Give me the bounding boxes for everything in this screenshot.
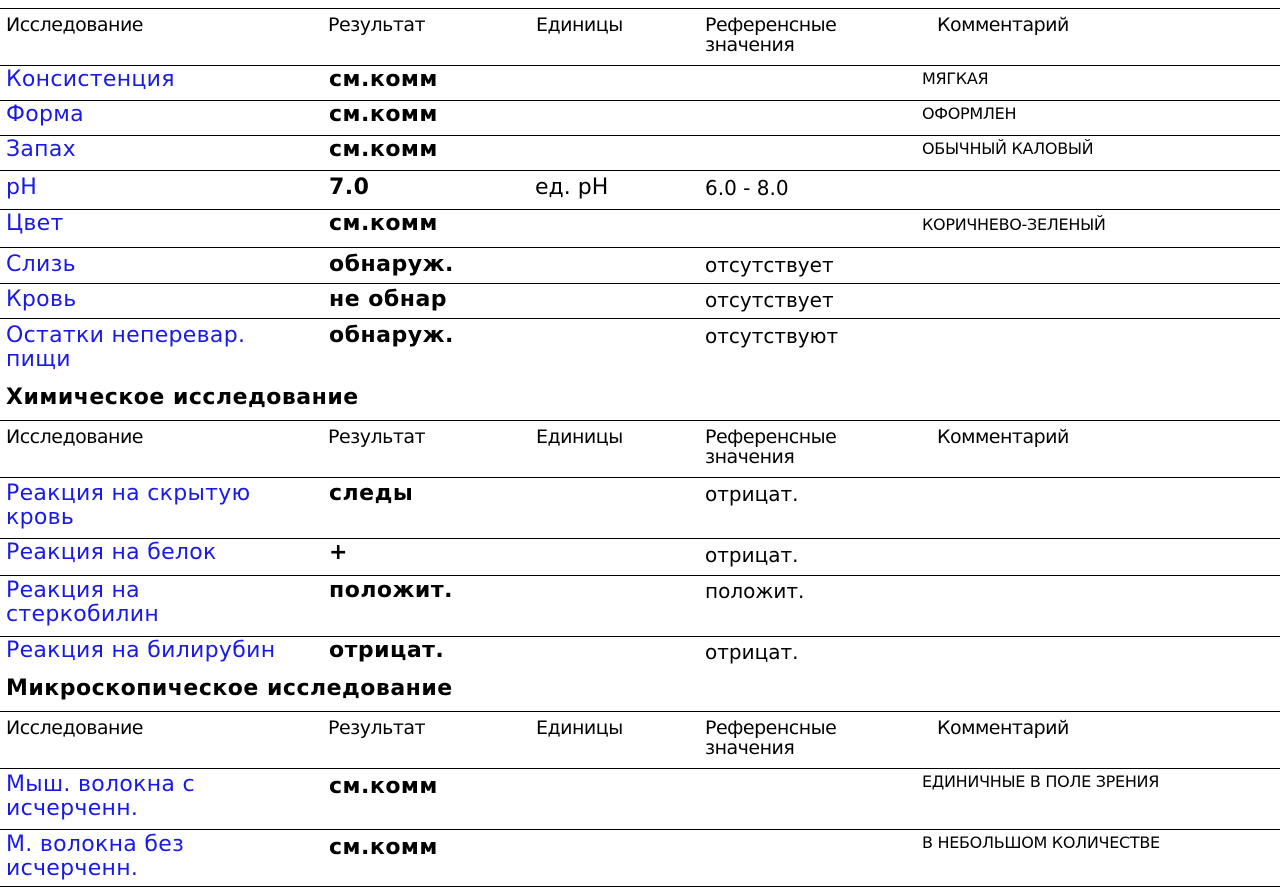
row-reference: отсутствуют bbox=[705, 324, 839, 348]
header-reference: Референсные значения bbox=[705, 426, 837, 468]
header-result: Результат bbox=[328, 426, 426, 448]
header-comment: Комментарий bbox=[937, 717, 1069, 739]
header-test: Исследование bbox=[6, 14, 144, 36]
row-comment: ОФОРМЛЕН bbox=[922, 104, 1017, 123]
row-comment: ЕДИНИЧНЫЕ В ПОЛЕ ЗРЕНИЯ bbox=[922, 772, 1160, 791]
row-comment: ОБЫЧНЫЙ КАЛОВЫЙ bbox=[922, 139, 1094, 158]
row-result: 7.0 bbox=[329, 175, 370, 200]
header-units: Единицы bbox=[536, 14, 623, 36]
row-result: обнаруж. bbox=[329, 323, 454, 348]
header-reference: Референсные значения bbox=[705, 14, 837, 56]
table-row bbox=[0, 318, 1280, 379]
row-test-name: Остатки неперевар. пищи bbox=[6, 323, 246, 372]
row-comment: КОРИЧНЕВО-ЗЕЛЕНЫЙ bbox=[922, 215, 1106, 234]
row-result: см.комм bbox=[329, 137, 438, 162]
header-test: Исследование bbox=[6, 717, 144, 739]
header-result: Результат bbox=[328, 14, 426, 36]
header-reference: Референсные значения bbox=[705, 717, 837, 759]
header-comment: Комментарий bbox=[937, 14, 1069, 36]
row-test-name: Реакция на белок bbox=[6, 540, 217, 565]
row-test-name: Реакция на стеркобилин bbox=[6, 578, 160, 627]
row-test-name: М. волокна без исчерченн. bbox=[6, 832, 185, 881]
table-row bbox=[0, 170, 1280, 209]
row-test-name: Кровь bbox=[6, 287, 77, 312]
table-row bbox=[0, 575, 1280, 636]
row-reference: отрицат. bbox=[705, 543, 799, 567]
row-test-name: Реакция на скрытую кровь bbox=[6, 481, 251, 530]
row-result: обнаруж. bbox=[329, 252, 454, 277]
row-result: см.комм bbox=[329, 211, 438, 236]
table-row bbox=[0, 247, 1280, 283]
table-row bbox=[0, 829, 1280, 887]
row-result: положит. bbox=[329, 578, 453, 603]
header-comment: Комментарий bbox=[937, 426, 1069, 448]
table-header bbox=[0, 711, 1280, 770]
header-result: Результат bbox=[328, 717, 426, 739]
row-comment: В НЕБОЛЬШОМ КОЛИЧЕСТВЕ bbox=[922, 833, 1160, 852]
row-test-name: Реакция на билирубин bbox=[6, 638, 276, 663]
table-row bbox=[0, 209, 1280, 248]
table-bottom-border bbox=[0, 886, 1280, 887]
table-row bbox=[0, 65, 1280, 100]
row-test-name: Консистенция bbox=[6, 67, 175, 92]
header-test: Исследование bbox=[6, 426, 144, 448]
row-comment: МЯГКАЯ bbox=[922, 69, 989, 88]
row-result: см.комм bbox=[329, 102, 438, 127]
row-result: см.комм bbox=[329, 774, 438, 799]
row-reference: отсутствует bbox=[705, 288, 834, 312]
row-reference: отрицат. bbox=[705, 640, 799, 664]
header-units: Единицы bbox=[536, 717, 623, 739]
table-row bbox=[0, 477, 1280, 538]
row-reference: положит. bbox=[705, 579, 805, 603]
row-result: не обнар bbox=[329, 287, 448, 312]
row-result: + bbox=[329, 540, 348, 565]
row-reference: отсутствует bbox=[705, 253, 834, 277]
row-result: см.комм bbox=[329, 835, 438, 860]
table-row bbox=[0, 135, 1280, 170]
header-units: Единицы bbox=[536, 426, 623, 448]
row-result: следы bbox=[329, 481, 414, 506]
row-test-name: Запах bbox=[6, 137, 76, 162]
table-row bbox=[0, 100, 1280, 135]
table-row bbox=[0, 283, 1280, 318]
row-result: см.комм bbox=[329, 67, 438, 92]
table-row bbox=[0, 538, 1280, 575]
table-row bbox=[0, 768, 1280, 829]
table-header bbox=[0, 420, 1280, 479]
row-test-name: Форма bbox=[6, 102, 84, 127]
row-test-name: Мыш. волокна с исчерченн. bbox=[6, 772, 195, 821]
row-result: отрицат. bbox=[329, 638, 445, 663]
section-title-microscopic: Микроскопическое исследование bbox=[6, 676, 453, 701]
row-test-name: Цвет bbox=[6, 211, 64, 236]
row-reference: 6.0 - 8.0 bbox=[705, 176, 789, 200]
table-row bbox=[0, 636, 1280, 674]
table-header bbox=[0, 8, 1280, 67]
row-test-name: pH bbox=[6, 175, 38, 200]
row-test-name: Слизь bbox=[6, 252, 76, 277]
row-reference: отрицат. bbox=[705, 482, 799, 506]
section-title-chemical: Химическое исследование bbox=[6, 385, 359, 410]
row-units: ед. pH bbox=[535, 175, 609, 200]
